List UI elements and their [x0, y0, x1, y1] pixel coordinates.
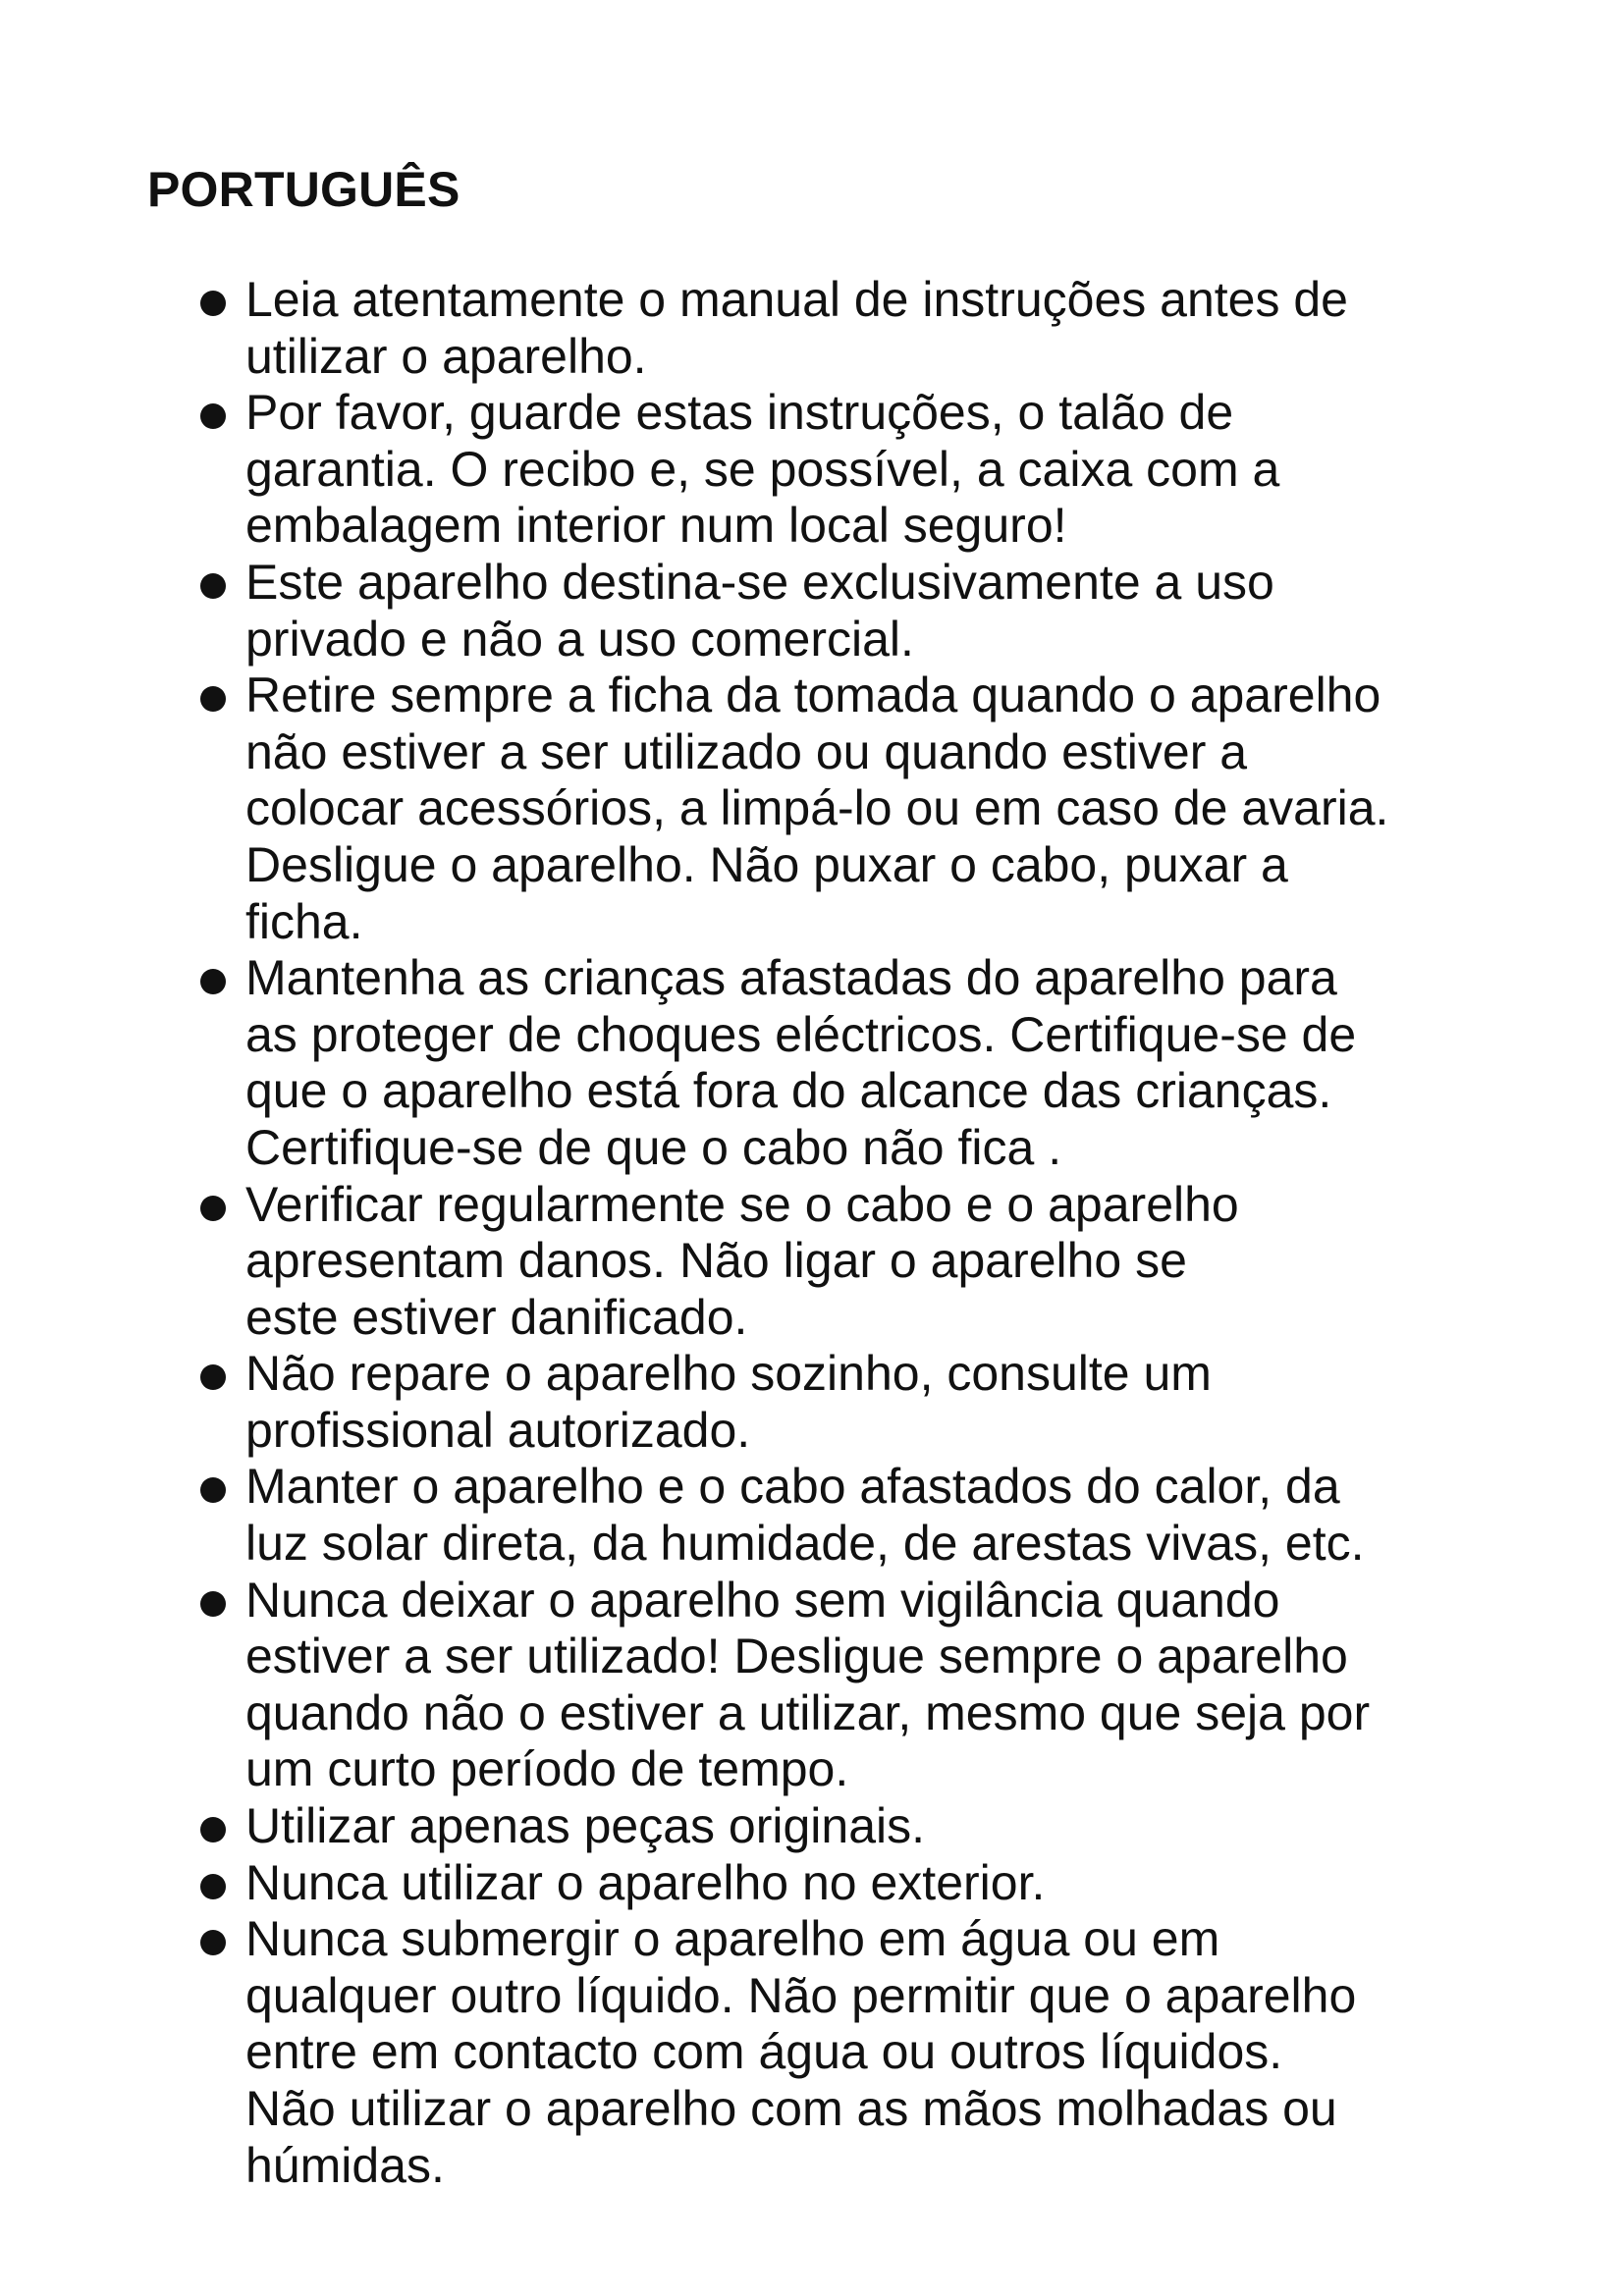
instruction-line: ficha.	[245, 893, 363, 949]
instruction-line: entre em contacto com água ou outros líquidos.	[245, 2024, 1283, 2080]
instruction-line: quando não o estiver a utilizar, mesmo que seja por	[245, 1684, 1371, 1740]
bullet-dot-icon	[200, 573, 226, 599]
bullet-dot-icon	[200, 1364, 226, 1390]
instruction-line: profissional autorizado.	[245, 1402, 751, 1458]
instruction-line: garantia. O recibo e, se possível, a caixa com a	[245, 441, 1280, 497]
instruction-line: privado e não a uso comercial.	[245, 611, 914, 667]
instruction-line: estiver a ser utilizado! Desligue sempre o aparelho	[245, 1629, 1348, 1684]
instruction-line: embalagem interior num local seguro!	[245, 498, 1067, 554]
instruction-line: Este aparelho destina-se exclusivamente a uso	[245, 554, 1274, 610]
instruction-line: apresentam danos. Não ligar o aparelho se	[245, 1233, 1187, 1289]
instruction-line: húmidas.	[245, 2137, 445, 2193]
bullet-dot-icon	[200, 1930, 226, 1955]
bullet-dot-icon	[200, 969, 226, 994]
instruction-item	[194, 1346, 1490, 1459]
bullet-dot-icon	[200, 1196, 226, 1221]
instruction-line: um curto período de tempo.	[245, 1741, 849, 1797]
instruction-line: não estiver a ser utilizado ou quando estiver a	[245, 723, 1248, 779]
instruction-item	[194, 385, 1490, 555]
bullet-dot-icon	[200, 1874, 226, 1899]
instruction-line: Verificar regularmente se o cabo e o aparelho	[245, 1176, 1239, 1232]
instruction-item	[194, 950, 1490, 1176]
bullet-dot-icon	[200, 686, 226, 712]
instruction-list	[194, 272, 1490, 2194]
bullet-dot-icon	[200, 1591, 226, 1617]
instruction-line: Nunca submergir o aparelho em água ou em	[245, 1911, 1220, 1967]
instruction-line: Nunca deixar o aparelho sem vigilância quando	[245, 1572, 1280, 1628]
instruction-line: Não utilizar o aparelho com as mãos molhadas ou	[245, 2081, 1337, 2136]
instruction-item	[194, 272, 1490, 385]
instruction-item	[194, 1459, 1490, 1572]
bullet-dot-icon	[200, 1817, 226, 1842]
instruction-line: Retire sempre a ficha da tomada quando o aparelho	[245, 667, 1381, 723]
instruction-item	[194, 1573, 1490, 1798]
instruction-item	[194, 1798, 1490, 1855]
instruction-item	[194, 1855, 1490, 1912]
instruction-line: utilizar o aparelho.	[245, 328, 647, 384]
instruction-line: este estiver danificado.	[245, 1289, 748, 1345]
instruction-item	[194, 667, 1490, 950]
bullet-dot-icon	[200, 403, 226, 429]
instruction-line: Utilizar apenas peças originais.	[245, 1798, 926, 1854]
instruction-line: Leia atentamente o manual de instruções antes de	[245, 272, 1348, 327]
instruction-item	[194, 555, 1490, 667]
instruction-line: luz solar direta, da humidade, de arestas vivas, etc.	[245, 1516, 1365, 1572]
instruction-line: Mantenha as crianças afastadas do aparelho para	[245, 950, 1337, 1006]
bullet-dot-icon	[200, 291, 226, 316]
instruction-line: que o aparelho está fora do alcance das crianças.	[245, 1063, 1332, 1119]
instruction-item	[194, 1911, 1490, 2194]
section-title: PORTUGUÊS	[147, 162, 460, 217]
instruction-line: Manter o aparelho e o cabo afastados do calor, da	[245, 1459, 1340, 1515]
bullet-dot-icon	[200, 1477, 226, 1503]
instruction-line: Por favor, guarde estas instruções, o talão de	[245, 385, 1234, 441]
instruction-line: as proteger de choques eléctricos. Certifique-se de	[245, 1006, 1357, 1062]
instruction-line: Não repare o aparelho sozinho, consulte um	[245, 1346, 1212, 1402]
instruction-line: colocar acessórios, a limpá-lo ou em caso de avaria.	[245, 780, 1389, 836]
instruction-line: qualquer outro líquido. Não permitir que o aparelho	[245, 1967, 1357, 2023]
instruction-line: Certifique-se de que o cabo não fica .	[245, 1119, 1062, 1175]
instruction-line: Nunca utilizar o aparelho no exterior.	[245, 1854, 1046, 1910]
instruction-line: Desligue o aparelho. Não puxar o cabo, puxar a	[245, 836, 1288, 892]
instruction-item	[194, 1177, 1490, 1347]
